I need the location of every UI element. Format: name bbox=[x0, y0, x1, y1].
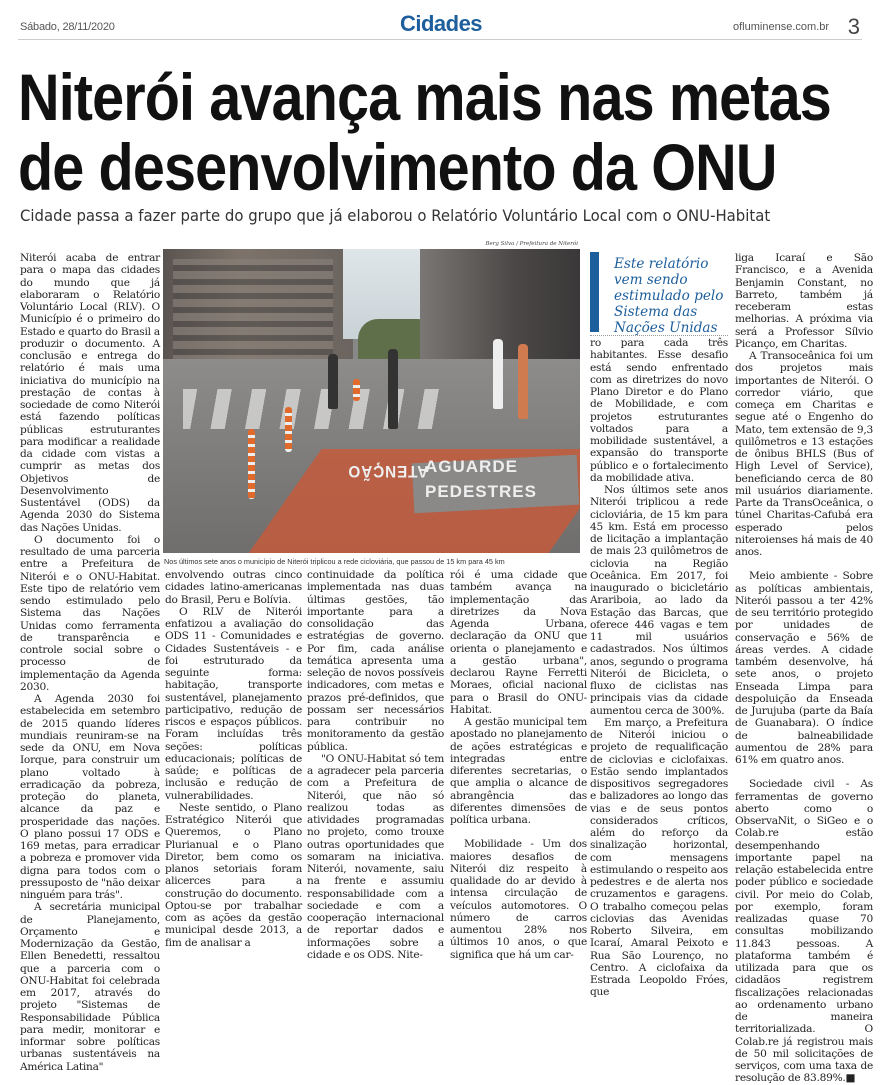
photo-bollard bbox=[285, 407, 292, 452]
paragraph: liga Icaraí e São Francisco, e a Avenida Benjamin Constant, no Barreto, também já receberam estas melhorias. A próxima via será a Professor Sílvio Picanço, em Charitas. bbox=[735, 252, 873, 350]
paragraph: Em março, a Prefeitura de Niterói iniciou o projeto de requalificação de ciclovias e ciclofaixas. Estão sendo implantados dispositivos segregadores e balizadores ao longo das vias e de seus pontos considerados críticos, além do reforço da sinalização horizontal, com mensagens estimulando o respeito aos pedestres e de alerta nos cruzamentos e garagens. O trabalho começou pelas ciclovias das Avenidas Roberto Silveira, em Icaraí, Amaral Peixoto e Rua São Lourenço, no Centro. A ciclofaixa da Estrada Leopoldo Fróes, que bbox=[590, 716, 728, 999]
road-marking-aguarde: AGUARDE bbox=[425, 457, 518, 476]
photo-caption: Nos últimos sete anos o município de Niterói triplicou a rede cicloviária, que passou de 15 km para 45 km bbox=[164, 557, 505, 566]
page-number: 3 bbox=[847, 14, 860, 39]
paragraph: A secretária municipal de Planejamento, Orçamento e Modernização da Gestão, Ellen Benedetti, ressaltou que a parceria com o ONU-Habitat foi celebrada em 2017, através do projeto "Sistemas de Responsabilidade Pública para medir, monitorar e informar sobre políticas urbanas sustentáveis na América Latina" bbox=[20, 901, 160, 1073]
photo-pedestrian bbox=[328, 354, 338, 409]
photo-bollard bbox=[353, 379, 360, 401]
headline-line-1: Niterói avança mais nas metas bbox=[18, 60, 831, 134]
photo-crosswalk bbox=[183, 389, 443, 429]
text-column-6 bbox=[735, 252, 873, 1085]
photo-pedestrian bbox=[518, 344, 528, 419]
text-column-4 bbox=[450, 569, 587, 961]
article-photo bbox=[163, 249, 580, 553]
road-marking-pedestres: PEDESTRES bbox=[425, 482, 537, 501]
photo-pedestrian bbox=[493, 339, 503, 409]
paragraph: A gestão municipal tem apostado no planejamento de ações estratégicas e integradas entre diferentes secretarias, o que amplia o alcance de abrangência das diferentes dimensões de política urbana. bbox=[450, 716, 587, 826]
headline bbox=[18, 62, 882, 202]
paragraph: ro para cada três habitantes. Esse desafio está sendo enfrentado com as diretrizes do novo Plano Diretor e do Plano de Mobilidade, e com projetos estruturantes voltados para a mobilidade sustentável, a expansão do transporte público e o fortalecimento da mobilidade ativa. bbox=[590, 337, 728, 484]
photo-cyclist bbox=[388, 349, 398, 429]
paragraph: Neste sentido, o Plano Estratégico Niterói que Queremos, o Plano Plurianual e o Plano Diretor, bem como os planos setoriais foram alicerces para a construção do documento. Optou-se por trabalhar com as ações da gestão municipal desde 2013, a fim de analisar a bbox=[165, 801, 302, 949]
subtitle: Cidade passa a fazer parte do grupo que já elaborou o Relatório Voluntário Local com o ONU-Habitat bbox=[20, 207, 771, 225]
pull-quote bbox=[590, 252, 730, 336]
text-column-1 bbox=[20, 252, 160, 1073]
paragraph: rói é uma cidade que também avança na implementação das diretrizes da Nova Agenda Urbana, declaração da ONU que orienta o planejamento e a gestão urbana", declarou Rayne Ferretti Moraes, oficial nacional para o Brasil do ONU-Habitat. bbox=[450, 569, 587, 716]
photo-bollard bbox=[248, 429, 255, 499]
paragraph: Nos últimos sete anos Niterói triplicou a rede cicloviária, de 15 km para 45 km. Está em processo de licitação a implantação de mais 23 quilômetros de ciclovia na Região Oceânica. Em 2017, foi inaugurado o bicicletário Arariboia, ao lado da Estação das Barcas, que oferece 446 vagas e tem 11 mil usuários cadastrados. Nos últimos anos, segundo o programa Niterói de Bicicleta, o fluxo de ciclistas nas principais vias da cidade aumentou cerca de 300%. bbox=[590, 484, 728, 717]
paragraph: A Transoceânica foi um dos projetos mais importantes de Niterói. O corredor viário, que começa em Charitas e segue até o Engenho do Mato, tem extensão de 9,3 quilômetros e 13 estações de ônibus BHLS (Bus of High Level of Service), beneficiando cerca de 80 mil usuários diariamente. Parte da TransOceânica, o túnel Charitas-Cafubá era esperado pelos niteroienses há mais de 40 anos. bbox=[735, 350, 873, 558]
paragraph: "O ONU-Habitat só tem a agradecer pela parceria com a Prefeitura de Niterói, que não só realizou todas as atividades programadas no projeto, como trouxe outras oportunidades que somaram na iniciativa. Niterói, novamente, saiu na frente e assumiu responsabilidade com a sociedade e com a cooperação internacional de reportar dados e informações sobre a cidade e os ODS. Nite- bbox=[307, 752, 444, 961]
paragraph: O RLV de Niterói enfatizou a avaliação do ODS 11 - Comunidades e Cidades Sustentáveis - e foi estruturado da seguinte forma: habitação, transporte sustentável, planejamento participativo, redução de riscos e espaços públicos. Foram incluídas três seções: políticas educacionais; políticas de saúde; e políticas de inclusão e redução de vulnerabilidades. bbox=[165, 605, 302, 802]
paragraph: envolvendo outras cinco cidades latino-americanas do Brasil, Peru e Bolívia. bbox=[165, 569, 302, 606]
paragraph: O documento foi o resultado de uma parceria entre a Prefeitura de Niterói e o ONU-Habitat. Este tipo de relatório vem sendo estimulado pelo Sistema das Nações Unidas como ferramenta de transparência e controle social sobre o processo de implementação da Agenda 2030. bbox=[20, 533, 160, 693]
pull-quote-text: Este relatório vem sendo estimulado pelo Sistema das Nações Unidas bbox=[614, 256, 724, 336]
subsection-mobilidade: Mobilidade - Um dos maiores desafios de Niterói diz respeito à qualidade do ar devido à intensa circulação de veículos automotores. O número de carros aumentou 28% nos últimos 10 anos, o que significa que há um car- bbox=[450, 838, 587, 961]
subsection-meio-ambiente: Meio ambiente - Sobre as políticas ambientais, Niterói passou a ter 42% de seu território protegido por unidades de conservação e 56% de áreas verdes. A cidade também desenvolve, há sete anos, o projeto Enseada Limpa para despoluição da Enseada de Jurujuba (parte da Baía de Guanabara). O índice de balneabilidade aumentou de 28% para 61% em quatro anos. bbox=[735, 570, 873, 766]
text-column-2 bbox=[165, 569, 302, 949]
text-column-3 bbox=[307, 569, 444, 961]
pull-quote-bar bbox=[590, 252, 599, 332]
headline-line-2: de desenvolvimento da ONU bbox=[18, 130, 777, 204]
website: ofluminense.com.br bbox=[733, 21, 829, 33]
pull-quote-divider bbox=[590, 335, 728, 336]
paragraph: continuidade da política implementada nas duas últimas gestões, tão importante para a consolidação das estratégias de governo. Por fim, cada análise temática apresenta uma seleção de novos possíveis indicadores, com metas e prazos pré-definidos, que possam ser necessários para contribuir no monitoramento da gestão pública. bbox=[307, 569, 444, 753]
subsection-sociedade-civil: Sociedade civil - As ferramentas de governo aberto como o ObservaNit, o SiGeo e o Colab.re estão desempenhando importante papel na relação estabelecida entre poder público e sociedade civil. Por meio do Colab, por exemplo, foram realizadas quase 70 consultas mobilizando 11.843 pessoas. A plataforma também é utilizada para que os cidadãos registrem fiscalizações relacionadas ao ordenamento urbano de maneira territorializada. O Colab.re já registrou mais de 50 mil solicitações de serviços, com uma taxa de resolução de 83.89%.■ bbox=[735, 778, 873, 1085]
header-divider bbox=[18, 39, 862, 40]
road-marking-atencao: ATENÇÃO bbox=[347, 462, 429, 481]
paragraph: Niterói acaba de entrar para o mapa das cidades do mundo que já elaboraram o Relatório Voluntário Local (RLV). O Município é o primeiro do Estado e quarto do Brasil a produzir o documento. A conclusão e entrega do relatório é mais uma iniciativa do município na prestação de contas à sociedade de como Niterói está fazendo políticas públicas estruturantes para modificar a realidade da cidade com vistas a cumprir as metas dos Objetivos de Desenvolvimento Sustentável (ODS) da Agenda 2030 do Sistema das Nações Unidas. bbox=[20, 252, 160, 534]
text-column-5 bbox=[590, 337, 728, 999]
photo-credit: Berg Silva / Prefeitura de Niterói bbox=[485, 241, 578, 247]
section-title: Cidades bbox=[399, 11, 483, 36]
paragraph: A Agenda 2030 foi estabelecida em setembro de 2015 quando líderes mundiais reuniram-se na sede da ONU, em Nova Iorque, para construir um plano voltado à erradicação da pobreza, proteção do planeta, alcance da paz e prosperidade das nações. O plano possui 17 ODS e 169 metas, para erradicar a pobreza e promover vida digna para todos com o pressuposto de "não deixar ninguém para trás". bbox=[20, 693, 160, 901]
issue-date: Sábado, 28/11/2020 bbox=[20, 21, 115, 33]
